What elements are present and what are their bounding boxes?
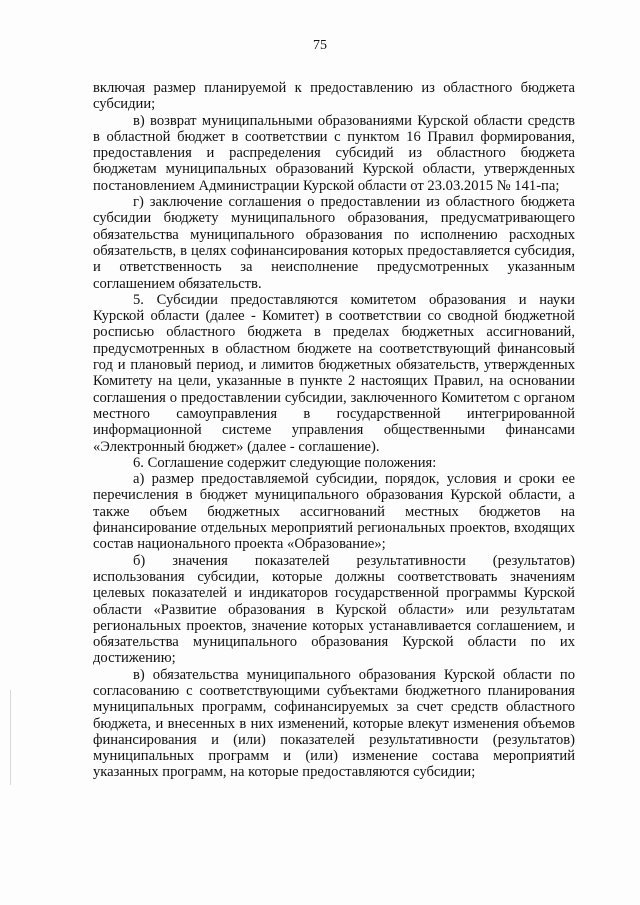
paragraph-continuation: включая размер планируемой к предоставлению из областного бюджета субсидии;: [93, 80, 575, 113]
page-number: 75: [313, 38, 327, 53]
document-body: [93, 80, 575, 781]
paragraph-clause-6: 6. Соглашение содержит следующие положения:: [133, 454, 437, 471]
paragraph-clause-5: 5. Субсидии предоставляются комитетом образования и науки Курской области (далее - Комитет) в соответствии со сводной бюджетной росписью областного бюджета в пределах бюджетных ассигнований, предусмотренных в областном бюджете на соответствующий финансовый год и плановый период, и лимитов бюджетных обязательств, утвержденных Комитету на цели, указанные в пункте 2 настоящих Правил, на основании соглашения о предоставлении субсидии, заключенного Комитетом с органом местного самоуправления в государственной интегрированной информационной системе управления общественными финансами «Электронный бюджет» (далее - соглашение).: [93, 291, 575, 455]
scan-margin-line: [10, 690, 11, 785]
paragraph-item-a: а) размер предоставляемой субсидии, порядок, условия и сроки ее перечисления в бюджет муниципального образования Курской области, а также объем бюджетных ассигнований местных бюджетов на финансирование отдельных мероприятий региональных проектов, входящих состав национального проекта «Образование»;: [93, 471, 575, 553]
paragraph-item-v: в) возврат муниципальными образованиями Курской области средств в областной бюджет в соответствии с пунктом 16 Правил формирования, предоставления и распределения субсидий из областного бюджета бюджетам муниципальных образований Курской области, утвержденных постановлением Администрации Курской области от 23.03.2015 № 141-па;: [93, 112, 575, 194]
paragraph-item-b: б) значения показателей результативности (результатов) использования субсидии, которые должны соответствовать значениям целевых показателей и индикаторов государственной программы Курской области «Развитие образования в Курской области» или результатам региональных проектов, значение которых устанавливается соглашением, и обязательства муниципального образования Курской области по их достижению;: [93, 552, 575, 667]
paragraph-item-g: г) заключение соглашения о предоставлении из областного бюджета субсидии бюджету муниципального образования, предусматривающего обязательства муниципального образования по исполнению расходных обязательств, в целях софинансирования которых предоставляется субсидия, и ответственность за неисполнение предусмотренных указанным соглашением обязательств.: [93, 194, 575, 292]
paragraph-item-v2: в) обязательства муниципального образования Курской области по согласованию с соответствующими субъектами бюджетного планирования муниципальных программ, софинансируемых за счет средств областного бюджета, и внесенных в них изменений, которые влекут изменения объемов финансирования и (или) показателей результативности (результатов) муниципальных программ и (или) изменение состава мероприятий указанных программ, на которые предоставляются субсидии;: [93, 666, 575, 781]
